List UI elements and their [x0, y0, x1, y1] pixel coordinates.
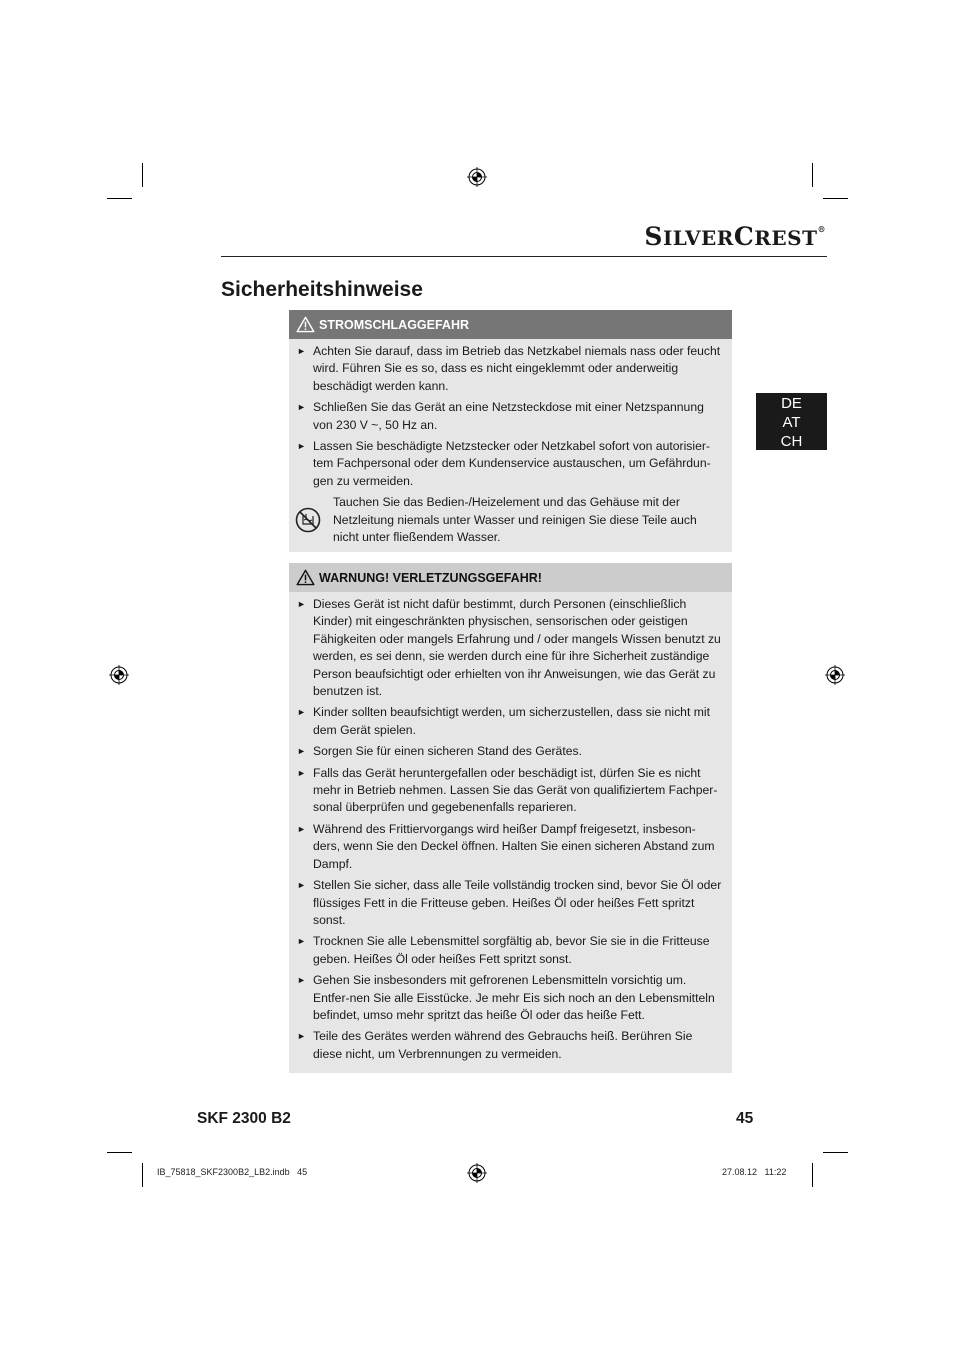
- warning-box-title: STROMSCHLAGGEFAHR: [319, 317, 469, 332]
- brand-rest: REST: [754, 226, 818, 250]
- list-item-text: Teile des Gerätes werden während des Gebrauchs heiß. Berühren Sie diese nicht, um Verbrennungen zu vermeiden.: [313, 1029, 693, 1061]
- list-item-text: Schließen Sie das Gerät an eine Netzsteckdose mit einer Netzspannung von 230 V ~, 50 Hz an.: [313, 400, 704, 432]
- list-item-text: Gehen Sie insbesonders mit gefrorenen Lebensmitteln vorsichtig um. Entfer-nen Sie alle Eisstücke. Je mehr Eis sich noch an den Lebensmitteln befindet, umso mehr spritzt das heiße Öl oder das heiße Fett.: [313, 973, 715, 1022]
- list-item: [296, 877, 722, 929]
- list-item: [296, 438, 722, 490]
- print-slug-date: 27.08.12 11:22: [722, 1167, 787, 1177]
- bullet-arrow-icon: ►: [297, 402, 306, 413]
- bullet-arrow-icon: ►: [297, 823, 306, 834]
- header-rule: [221, 256, 827, 257]
- model-number: SKF 2300 B2: [197, 1110, 291, 1127]
- print-slug-file: IB_75818_SKF2300B2_LB2.indb 45: [157, 1167, 308, 1177]
- bullet-arrow-icon: ►: [297, 599, 306, 609]
- registration-mark-icon: [467, 1163, 487, 1183]
- list-item-text: Lassen Sie beschädigte Netzstecker oder Netzkabel sofort von autorisier-tem Fachpersonal oder dem Kundenservice austauschen, um Gefährdun-gen zu vermeiden.: [313, 439, 711, 488]
- list-item: [296, 596, 722, 700]
- list-item-text: Stellen Sie sicher, dass alle Teile vollständig trocken sind, bevor Sie Öl oder flüssiges Fett in die Fritteuse geben. Heißes Öl oder heißes Fett spritzt sonst.: [313, 878, 722, 927]
- list-item: [296, 704, 722, 739]
- bullet-arrow-icon: ►: [297, 1031, 306, 1042]
- page-number: 45: [736, 1110, 754, 1127]
- bullet-arrow-icon: ►: [297, 746, 306, 757]
- crop-mark: [107, 198, 132, 199]
- warning-box-header: [289, 563, 732, 592]
- registration-mark-icon: [825, 665, 845, 685]
- list-item: [296, 765, 722, 817]
- brand-initial: S: [644, 222, 663, 251]
- list-item: [296, 972, 722, 1024]
- warning-box-body: [289, 592, 732, 1073]
- bullet-arrow-icon: ►: [297, 880, 306, 891]
- note-row: [296, 494, 722, 546]
- bullet-arrow-icon: ►: [297, 767, 306, 778]
- bullet-arrow-icon: ►: [297, 441, 306, 452]
- warning-triangle-icon: [296, 569, 315, 586]
- language-tab: [756, 393, 827, 450]
- no-water-immersion-icon: [295, 507, 321, 533]
- list-item-text: Dieses Gerät ist nicht dafür bestimmt, durch Personen (einschließlich Kinder) mit eingeschränkten physischen, sensorischen oder geistigen Fähigkeiten oder mangels Erfahrung und / oder mangels Wissen benutzt zu werden, es sei denn, sie werden durch eine für ihre Sicherheit zuständige Person beaufsichtigt oder erhielten von ihr Anweisungen, wie das Gerät zu benutzen ist.: [313, 597, 721, 699]
- registered-mark: ®: [817, 224, 826, 234]
- registration-mark-icon: [467, 167, 487, 187]
- bullet-arrow-icon: ►: [297, 975, 306, 986]
- list-item-text: Trocknen Sie alle Lebensmittel sorgfältig ab, bevor Sie sie in die Fritteuse geben. Heißes Öl oder heißes Fett spritzt sonst.: [313, 934, 710, 966]
- language-code: AT: [782, 414, 801, 431]
- registration-mark-icon: [109, 665, 129, 685]
- crop-mark: [823, 198, 848, 199]
- list-item-text: Kinder sollten beaufsichtigt werden, um sicherzustellen, dass sie nicht mit dem Gerät spielen.: [313, 705, 710, 737]
- brand-rest: ILVER: [662, 226, 734, 250]
- warning-box-title: WARNUNG! VERLETZUNGSGEFAHR!: [319, 570, 542, 585]
- crop-mark: [823, 1152, 848, 1153]
- crop-mark: [142, 163, 143, 187]
- warning-box-injury: [289, 563, 732, 1073]
- brand-logo: [644, 222, 826, 251]
- language-code: CH: [780, 433, 803, 450]
- language-code: DE: [781, 395, 802, 412]
- list-item-text: Während des Frittiervorgangs wird heißer Dampf freigesetzt, insbeson-ders, wenn Sie den Deckel öffnen. Halten Sie einen sicheren Abstand zum Dampf.: [313, 821, 715, 871]
- list-item: [296, 821, 722, 873]
- crop-mark: [142, 1163, 143, 1187]
- list-item-text: Achten Sie darauf, dass im Betrieb das Netzkabel niemals nass oder feucht wird. Führen Sie es so, dass es nicht eingeklemmt oder anderweitig beschädigt werden kann.: [313, 344, 721, 393]
- warning-triangle-icon: [296, 316, 315, 333]
- page-title: Sicherheitshinweise: [221, 278, 423, 301]
- crop-mark: [812, 1163, 813, 1187]
- list-item-text: Falls das Gerät heruntergefallen oder beschädigt ist, dürfen Sie es nicht mehr in Betrieb nehmen. Lassen Sie das Gerät von qualifiziertem Fachper-sonal überprüfen und gegebenenfalls reparieren.: [313, 765, 718, 815]
- bullet-arrow-icon: ►: [297, 346, 306, 356]
- bullet-arrow-icon: ►: [297, 936, 306, 947]
- brand-initial: C: [733, 222, 755, 251]
- warning-box-electric-shock: [289, 310, 732, 552]
- warning-box-header: [289, 310, 732, 339]
- bullet-arrow-icon: ►: [297, 707, 306, 718]
- list-item-text: Sorgen Sie für einen sicheren Stand des Gerätes.: [313, 744, 582, 759]
- crop-mark: [812, 163, 813, 187]
- list-item: [296, 1028, 722, 1063]
- list-item: [296, 743, 722, 760]
- list-item: [296, 399, 722, 434]
- list-item: [296, 933, 722, 968]
- crop-mark: [107, 1152, 132, 1153]
- note-text: Tauchen Sie das Bedien-/Heizelement und das Gehäuse mit der Netzleitung niemals unter Wasser und reinigen Sie diese Teile auch nicht unter fließendem Wasser.: [333, 495, 697, 545]
- warning-box-body: [289, 339, 732, 552]
- list-item: [296, 343, 722, 395]
